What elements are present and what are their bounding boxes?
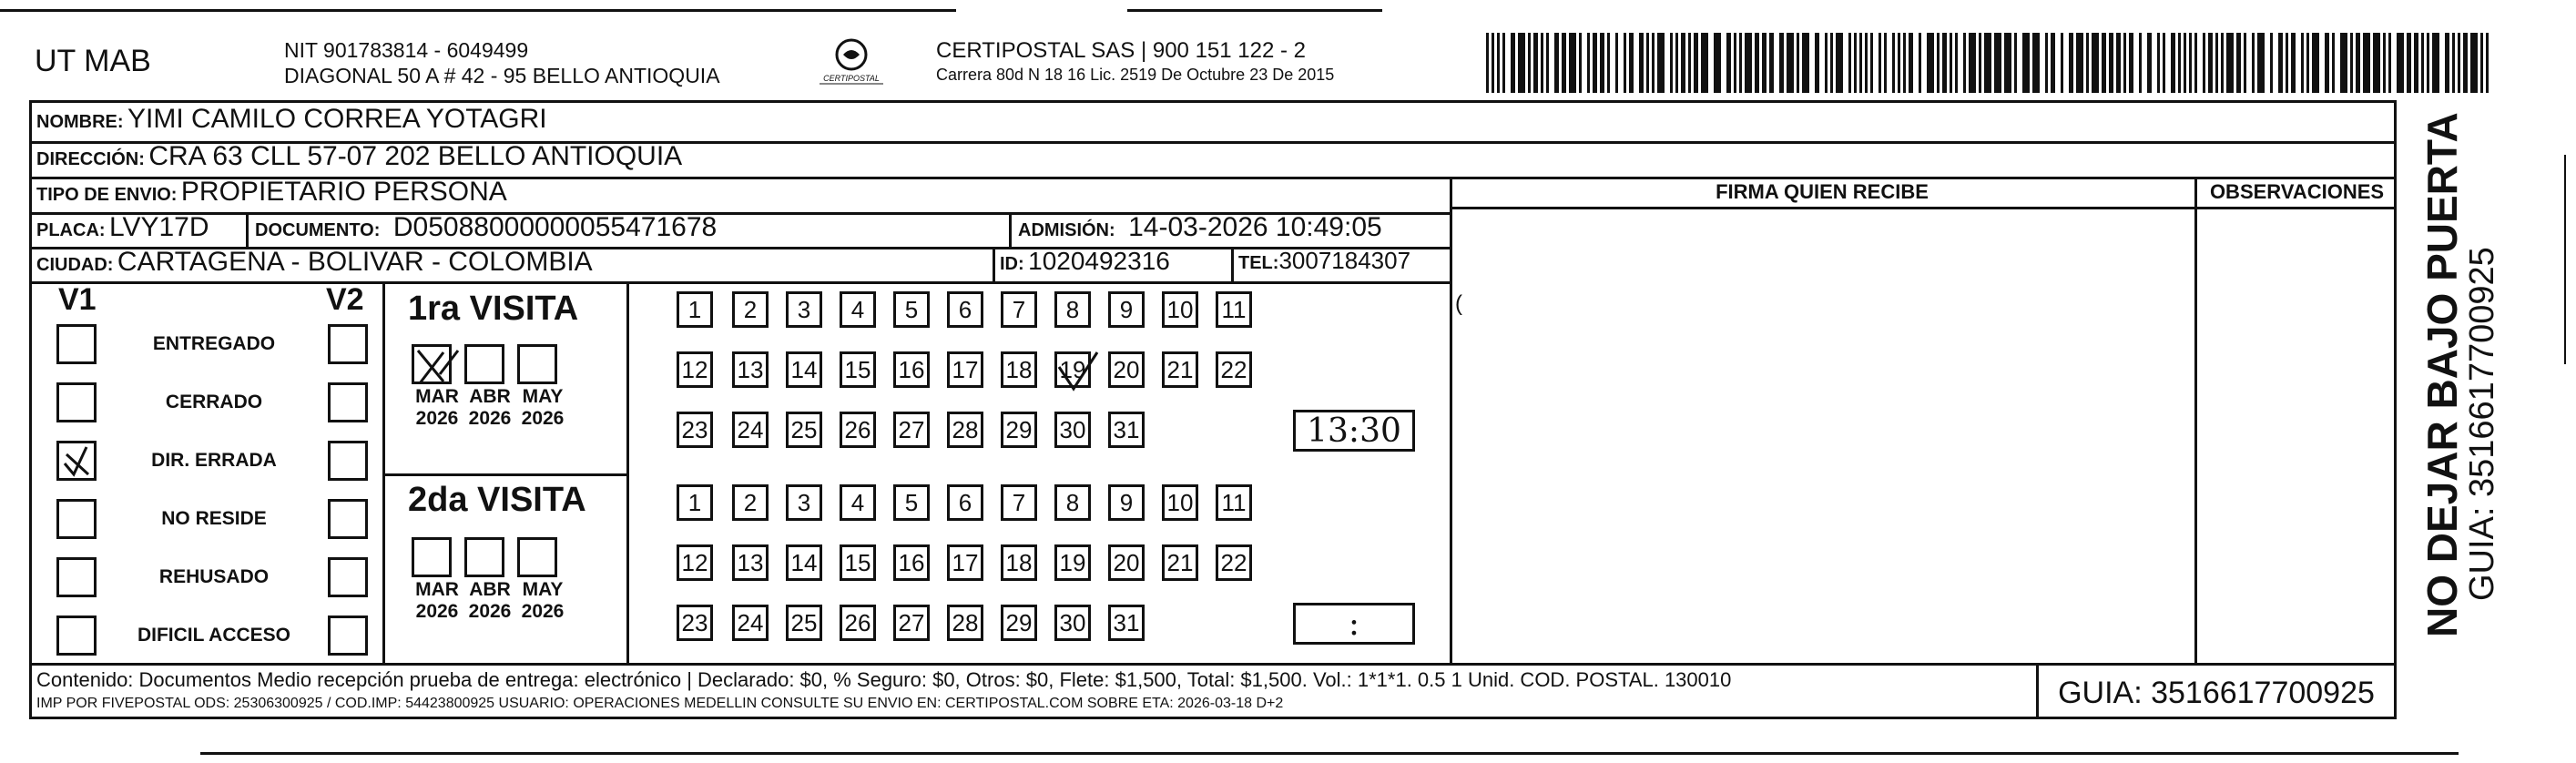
v1-checkbox-dir-errada[interactable] xyxy=(56,441,97,481)
visit1-day-6[interactable]: 6 xyxy=(947,291,983,328)
visit1-month-mar-checkbox[interactable] xyxy=(412,344,452,384)
visit2-day-6[interactable]: 6 xyxy=(947,484,983,521)
direccion-value: CRA 63 CLL 57-07 202 BELLO ANTIOQUIA xyxy=(148,141,683,171)
status-label: ENTREGADO xyxy=(152,333,276,354)
observaciones-label: OBSERVACIONES xyxy=(2209,180,2385,203)
visit2-day-28[interactable]: 28 xyxy=(947,605,983,641)
visit1-day-16[interactable]: 16 xyxy=(893,351,930,388)
admision-value: 14-03-2026 10:49:05 xyxy=(1128,212,1382,242)
tipo-row: TIPO DE ENVIO: PROPIETARIO PERSONA xyxy=(36,177,507,207)
visit2-day-10[interactable]: 10 xyxy=(1162,484,1198,521)
v1-checkbox-entregado[interactable] xyxy=(56,324,97,364)
visit1-day-2[interactable]: 2 xyxy=(732,291,769,328)
visit1-day-14[interactable]: 14 xyxy=(786,351,822,388)
visit1-day-12[interactable]: 12 xyxy=(677,351,713,388)
visit2-title: 2da VISITA xyxy=(408,481,586,519)
v2-checkbox-rehusado[interactable] xyxy=(328,557,368,597)
v2-checkbox-entregado[interactable] xyxy=(328,324,368,364)
visit2-day-31[interactable]: 31 xyxy=(1108,605,1145,641)
v1-heading: V1 xyxy=(58,282,97,317)
visit2-day-23[interactable]: 23 xyxy=(677,605,713,641)
admision-row: ADMISIÓN: 14-03-2026 10:49:05 xyxy=(1018,212,1382,242)
status-label: REHUSADO xyxy=(158,566,270,587)
visit1-month-label: MAY 2026 xyxy=(521,386,565,429)
visit2-month-abr-checkbox[interactable] xyxy=(464,537,504,577)
visit2-day-20[interactable]: 20 xyxy=(1108,544,1145,581)
visit2-day-5[interactable]: 5 xyxy=(893,484,930,521)
id-row: ID: 1020492316 xyxy=(1000,247,1170,275)
v1-checkbox-cerrado[interactable] xyxy=(56,382,97,422)
visit1-day-17[interactable]: 17 xyxy=(947,351,983,388)
visit2-day-21[interactable]: 21 xyxy=(1162,544,1198,581)
visit2-month-label: ABR 2026 xyxy=(468,579,512,622)
v2-heading: V2 xyxy=(326,282,364,317)
visit1-day-8[interactable]: 8 xyxy=(1054,291,1091,328)
status-label: CERRADO xyxy=(165,392,263,412)
visit1-month-abr-checkbox[interactable] xyxy=(464,344,504,384)
documento-value: D05088000000055471678 xyxy=(392,212,718,242)
visit2-day-18[interactable]: 18 xyxy=(1001,544,1037,581)
visit1-day-22[interactable]: 22 xyxy=(1216,351,1252,388)
visit1-day-28[interactable]: 28 xyxy=(947,412,983,448)
footer-line2: IMP POR FIVEPOSTAL ODS: 25306300925 / COD.IMP: 54423800925 USUARIO: OPERACIONES MEDELLIN CONSULTE SU ENVIO EN: CERTIPOSTAL.COM SOBRE ETA: 2026-03-18 D+2 xyxy=(36,696,1284,711)
v1-checkbox-rehusado[interactable] xyxy=(56,557,97,597)
placa-value: LVY17D xyxy=(109,212,209,242)
documento-row: DOCUMENTO: D05088000000055471678 xyxy=(255,212,718,242)
visit1-day-9[interactable]: 9 xyxy=(1108,291,1145,328)
visit1-month-may-checkbox[interactable] xyxy=(517,344,557,384)
footer-line1: Contenido: Documentos Medio recepción prueba de entrega: electrónico | Declarado: $0, % Seguro: $0, Otros: $0, Flete: $1,500, Total: $1,500. Vol.: 1*1*1. 0.5 1 Unid. COD. POSTAL. 130010 xyxy=(36,668,1732,691)
visit1-day-3[interactable]: 3 xyxy=(786,291,822,328)
visit1-time-box[interactable]: 13:30 xyxy=(1293,410,1415,452)
visit1-day-1[interactable]: 1 xyxy=(677,291,713,328)
v2-checkbox-dificil-acceso[interactable] xyxy=(328,615,368,656)
visit2-day-1[interactable]: 1 xyxy=(677,484,713,521)
courier-name: CERTIPOSTAL SAS | 900 151 122 - 2 xyxy=(936,38,1306,63)
nit-text: NIT 901783814 - 6049499 xyxy=(284,38,529,62)
visit2-day-8[interactable]: 8 xyxy=(1054,484,1091,521)
visit2-day-22[interactable]: 22 xyxy=(1216,544,1252,581)
visit2-day-25[interactable]: 25 xyxy=(786,605,822,641)
v2-checkbox-cerrado[interactable] xyxy=(328,382,368,422)
certipostal-logo: CERTIPOSTAL xyxy=(810,36,892,89)
nombre-row: NOMBRE: YIMI CAMILO CORREA YOTAGRI xyxy=(36,104,547,134)
footer-guia: GUIA: 3516617700925 xyxy=(2058,676,2375,710)
visit2-month-may-checkbox[interactable] xyxy=(517,537,557,577)
visit2-month-mar-checkbox[interactable] xyxy=(412,537,452,577)
visit1-month-label: MAR 2026 xyxy=(415,386,459,429)
v2-checkbox-no-reside[interactable] xyxy=(328,499,368,539)
barcode xyxy=(1486,33,2497,93)
ciudad-row: CIUDAD: CARTAGENA - BOLIVAR - COLOMBIA xyxy=(36,247,593,277)
visit2-day-14[interactable]: 14 xyxy=(786,544,822,581)
side-guia: GUIA: 3516617700925 xyxy=(2463,247,2501,601)
side-warning xyxy=(2418,0,2500,637)
visit1-day-20[interactable]: 20 xyxy=(1108,351,1145,388)
status-label: NO RESIDE xyxy=(161,508,267,529)
tel-row: TEL:3007184307 xyxy=(1238,247,1411,274)
id-value: 1020492316 xyxy=(1028,247,1170,275)
visit1-day-26[interactable]: 26 xyxy=(840,412,876,448)
visit2-day-15[interactable]: 15 xyxy=(840,544,876,581)
visit2-month-label: MAY 2026 xyxy=(521,579,565,622)
visit2-day-2[interactable]: 2 xyxy=(732,484,769,521)
visit1-day-18[interactable]: 18 xyxy=(1001,351,1037,388)
visit2-time-box[interactable]: : xyxy=(1293,603,1415,645)
visit1-month-label: ABR 2026 xyxy=(468,386,512,429)
visit2-day-13[interactable]: 13 xyxy=(732,544,769,581)
courier-license: Carrera 80d N 18 16 Lic. 2519 De Octubre 23 De 2015 xyxy=(936,66,1335,84)
top-rule xyxy=(0,9,956,12)
visit1-day-4[interactable]: 4 xyxy=(840,291,876,328)
direccion-row: DIRECCIÓN: CRA 63 CLL 57-07 202 BELLO ANTIOQUIA xyxy=(36,141,683,171)
visit2-day-26[interactable]: 26 xyxy=(840,605,876,641)
visit2-day-4[interactable]: 4 xyxy=(840,484,876,521)
visit2-day-3[interactable]: 3 xyxy=(786,484,822,521)
visit2-day-17[interactable]: 17 xyxy=(947,544,983,581)
visit1-day-23[interactable]: 23 xyxy=(677,412,713,448)
visit1-day-11[interactable]: 11 xyxy=(1216,291,1252,328)
status-label: DIFICIL ACCESO xyxy=(137,625,290,646)
company-address: DIAGONAL 50 A # 42 - 95 BELLO ANTIOQUIA xyxy=(284,64,720,87)
visit1-day-30[interactable]: 30 xyxy=(1054,412,1091,448)
tel-value: 3007184307 xyxy=(1278,247,1411,274)
visit1-day-5[interactable]: 5 xyxy=(893,291,930,328)
visit1-day-29[interactable]: 29 xyxy=(1001,412,1037,448)
side-no-dejar: NO DEJAR BAJO PUERTA xyxy=(2418,112,2466,637)
firma-mark: ( xyxy=(1455,291,1462,316)
visit1-title: 1ra VISITA xyxy=(408,290,579,328)
visit2-day-24[interactable]: 24 xyxy=(732,605,769,641)
visit1-day-19[interactable]: 19 xyxy=(1054,351,1091,388)
visit1-day-7[interactable]: 7 xyxy=(1001,291,1037,328)
top-rule-right xyxy=(1127,9,1382,12)
firma-label: FIRMA QUIEN RECIBE xyxy=(1716,180,1929,203)
visit2-day-30[interactable]: 30 xyxy=(1054,605,1091,641)
visit1-day-31[interactable]: 31 xyxy=(1108,412,1145,448)
tipo-value: PROPIETARIO PERSONA xyxy=(180,177,507,207)
visit1-day-10[interactable]: 10 xyxy=(1162,291,1198,328)
company-name: UT MAB xyxy=(35,44,151,78)
visit1-day-13[interactable]: 13 xyxy=(732,351,769,388)
status-label: DIR. ERRADA xyxy=(151,450,277,471)
visit2-day-19[interactable]: 19 xyxy=(1054,544,1091,581)
v1-checkbox-dificil-acceso[interactable] xyxy=(56,615,97,656)
nombre-value: YIMI CAMILO CORREA YOTAGRI xyxy=(127,104,547,134)
visit1-day-21[interactable]: 21 xyxy=(1162,351,1198,388)
visit2-month-label: MAR 2026 xyxy=(415,579,459,622)
visit2-day-11[interactable]: 11 xyxy=(1216,484,1252,521)
ciudad-value: CARTAGENA - BOLIVAR - COLOMBIA xyxy=(117,247,593,277)
visit1-day-25[interactable]: 25 xyxy=(786,412,822,448)
visit2-day-27[interactable]: 27 xyxy=(893,605,930,641)
visit1-day-27[interactable]: 27 xyxy=(893,412,930,448)
visit2-day-12[interactable]: 12 xyxy=(677,544,713,581)
v1-checkbox-no-reside[interactable] xyxy=(56,499,97,539)
visit1-day-24[interactable]: 24 xyxy=(732,412,769,448)
visit2-day-7[interactable]: 7 xyxy=(1001,484,1037,521)
placa-row: PLACA: LVY17D xyxy=(36,212,209,242)
visit1-day-15[interactable]: 15 xyxy=(840,351,876,388)
visit2-day-29[interactable]: 29 xyxy=(1001,605,1037,641)
visit2-day-16[interactable]: 16 xyxy=(893,544,930,581)
visit2-day-9[interactable]: 9 xyxy=(1108,484,1145,521)
v2-checkbox-dir-errada[interactable] xyxy=(328,441,368,481)
